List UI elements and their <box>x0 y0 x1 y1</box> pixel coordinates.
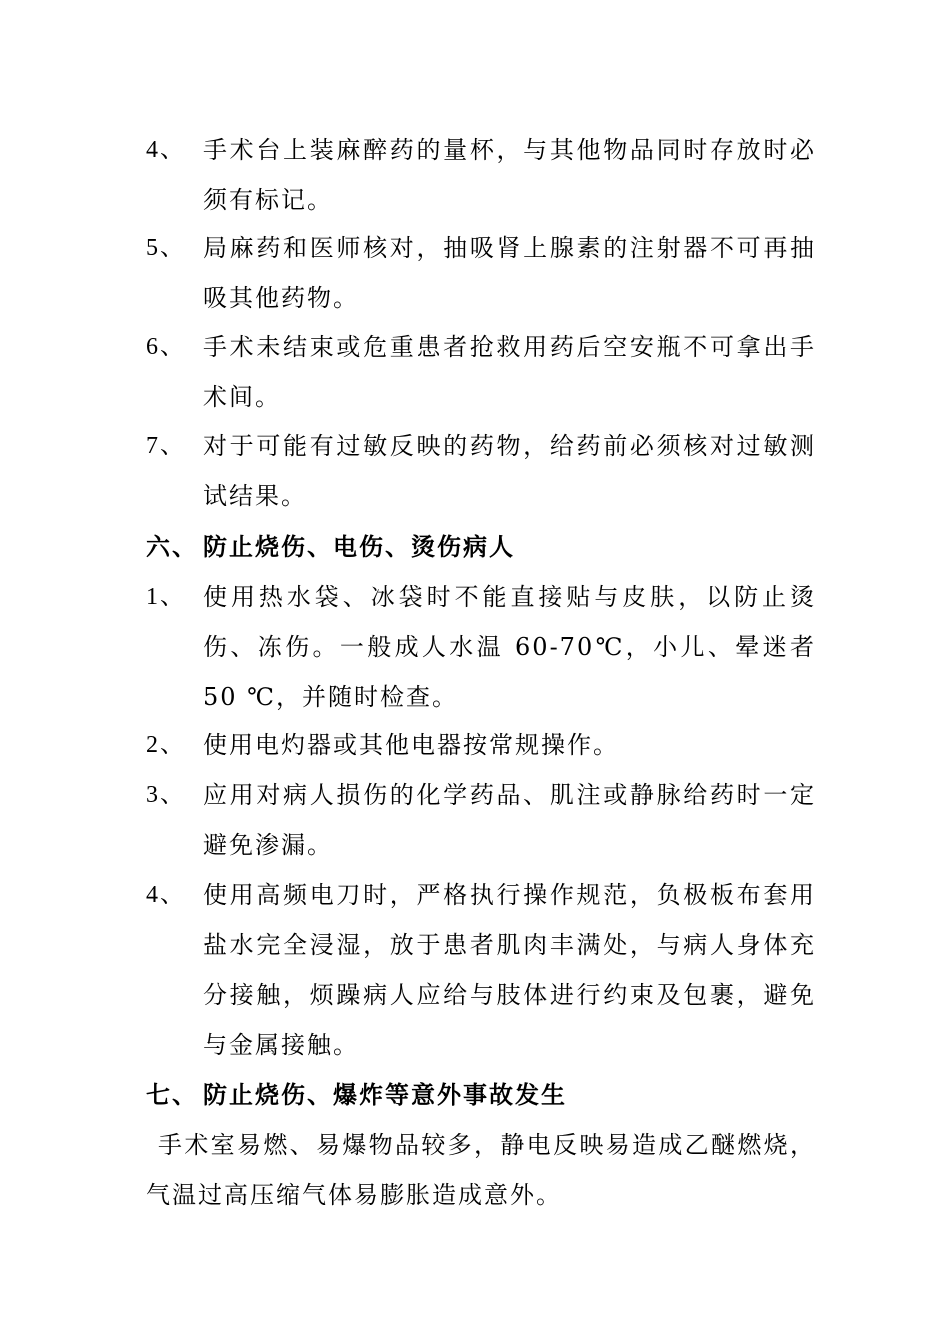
section-number: 七、 <box>146 1080 198 1109</box>
list-item <box>146 572 816 722</box>
item-text: 使用热水袋、冰袋时不能直接贴与皮肤，以防止烫伤、冻伤。一般成人水温 60-70℃，小儿、晕迷者 50 ℃，并随时检查。 <box>203 583 816 711</box>
section-title: 防止烧伤、爆炸等意外事故发生 <box>203 1080 567 1109</box>
item-text: 使用高频电刀时，严格执行操作规范，负极板布套用盐水完全浸湿，放于患者肌肉丰满处，与病人身体充分接触，烦躁病人应给与肢体进行约束及包裹，避免与金属接触。 <box>203 881 816 1059</box>
item-text: 使用电灼器或其他电器按常规操作。 <box>203 731 619 759</box>
list-item <box>146 125 816 225</box>
item-number: 6、 <box>146 334 186 360</box>
item-number: 3、 <box>146 782 186 808</box>
list-item <box>146 421 816 521</box>
item-text: 手术台上装麻醉药的量杯，与其他物品同时存放时必须有标记。 <box>203 136 816 214</box>
list-item <box>146 720 816 770</box>
item-text: 局麻药和医师核对，抽吸肾上腺素的注射器不可再抽吸其他药物。 <box>203 234 816 312</box>
item-number: 2、 <box>146 732 186 758</box>
list-item <box>146 322 816 422</box>
list-item <box>146 870 816 1070</box>
section-number: 六、 <box>146 532 198 561</box>
item-number: 5、 <box>146 235 186 261</box>
item-text: 应用对病人损伤的化学药品、肌注或静脉给药时一定避免渗漏。 <box>203 781 816 859</box>
item-number: 7、 <box>146 433 186 459</box>
section-title: 防止烧伤、电伤、烫伤病人 <box>203 532 515 561</box>
list-item <box>146 770 816 870</box>
item-text: 手术未结束或危重患者抢救用药后空安瓶不可拿出手术间。 <box>203 333 816 411</box>
item-number: 1、 <box>146 584 186 610</box>
section-heading <box>146 522 816 572</box>
item-text: 对于可能有过敏反映的药物，给药前必须核对过敏测试结果。 <box>203 432 816 510</box>
section-heading <box>146 1070 816 1120</box>
item-number: 4、 <box>146 882 186 908</box>
list-item <box>146 223 816 323</box>
section-paragraph: 手术室易燃、易爆物品较多，静电反映易造成乙醚燃烧，气温过高压缩气体易膨胀造成意外。 <box>146 1131 816 1209</box>
item-number: 4、 <box>146 137 186 163</box>
